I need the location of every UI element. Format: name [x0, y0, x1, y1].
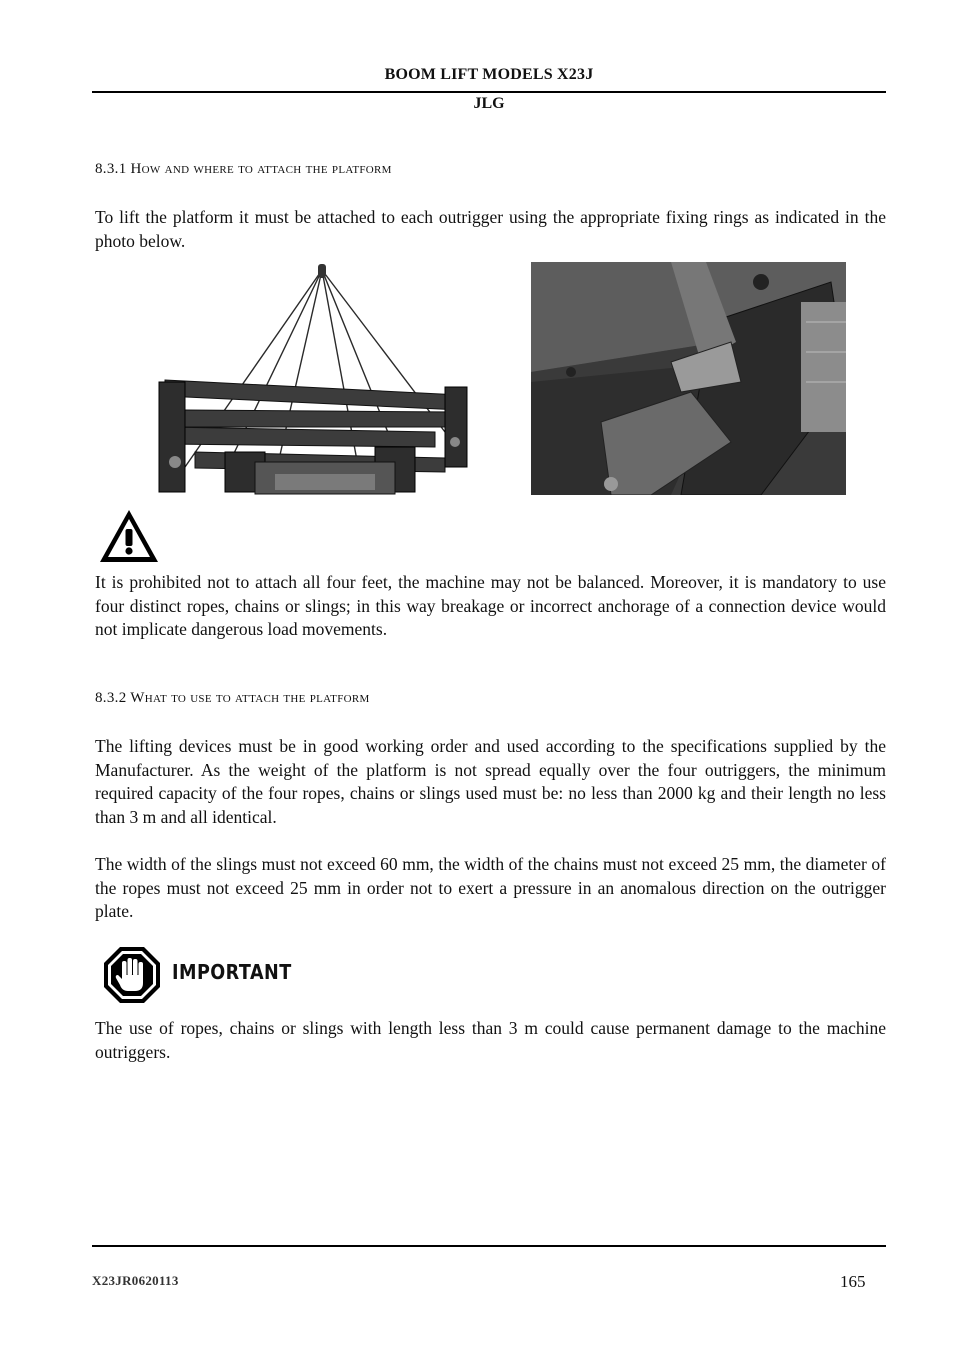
brand-name: JLG — [473, 95, 505, 112]
platform-lifting-photo — [155, 262, 470, 496]
header-divider — [92, 91, 886, 93]
lifting-devices-text: The lifting devices must be in good working order and used according to the specifications supplied by the Manufacturer. As the weight of the platform is not spread equally over the four outriggers, the minimum required capacity of the four ropes, chains or slings used must be: no less than 2000 kg and their length no less than 3 m and all identical. — [95, 736, 886, 827]
warning-text: It is prohibited not to attach all four feet, the machine may not be balanced. Moreover, it is mandatory to use four distinct ropes, chains or slings; in this way breakage or incorrect anchorage of a connection device would not implicate dangerous load movements. — [95, 572, 886, 639]
document-code: X23JR0620113 — [92, 1273, 179, 1288]
stop-hand-icon — [102, 945, 162, 1005]
important-text: The use of ropes, chains or slings with length less than 3 m could cause permanent damage to the machine outriggers. — [95, 1018, 886, 1062]
outrigger-fixing-ring-photo — [531, 262, 846, 495]
section-intro-text: To lift the platform it must be attached to each outrigger using the appropriate fixing rings as indicated in the photo below. — [95, 207, 886, 251]
document-title: BOOM LIFT MODELS X23J — [384, 66, 594, 83]
section-heading-what-to-use: 8.3.2 What to use to attach the platform — [95, 690, 370, 706]
page-number: 165 — [840, 1272, 866, 1291]
important-label: IMPORTANT — [172, 960, 292, 984]
warning-triangle-icon — [97, 507, 161, 565]
sling-width-text: The width of the slings must not exceed 60 mm, the width of the chains must not exceed 25 mm, the diameter of the ropes must not exceed 25 mm in order not to exert a pressure in an anomalous direction on the outrigger plate. — [95, 854, 886, 921]
footer-divider — [92, 1245, 886, 1247]
section-heading-attach-where: 8.3.1 How and where to attach the platform — [95, 161, 392, 177]
